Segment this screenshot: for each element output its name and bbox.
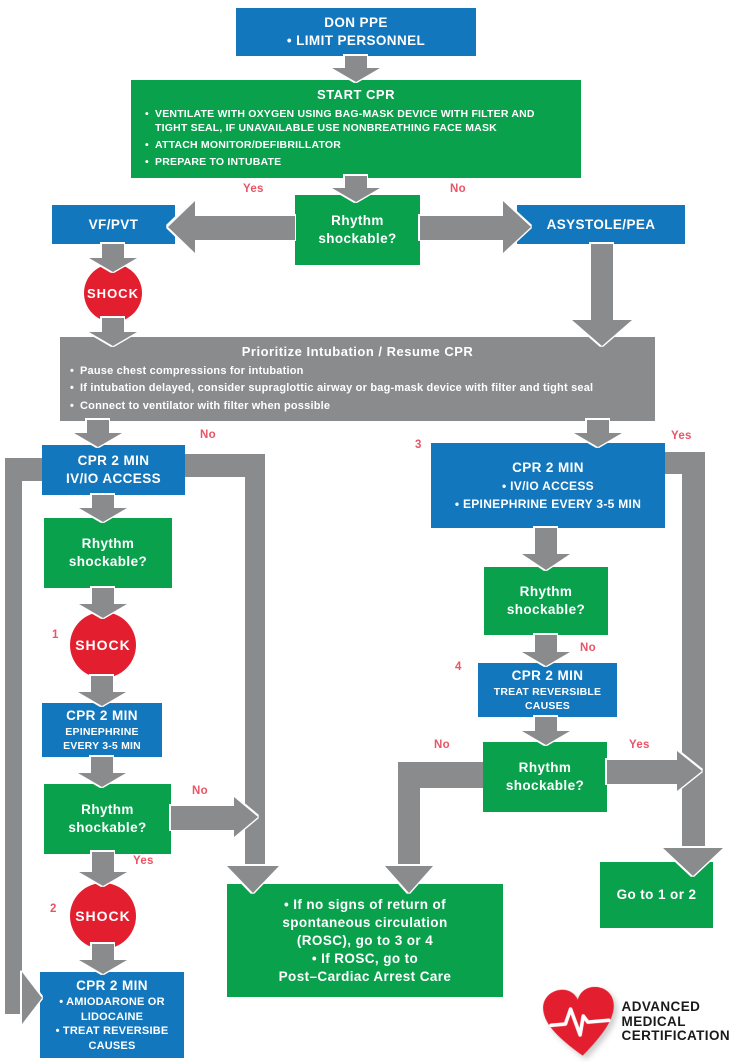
arrow-shaft xyxy=(591,244,613,321)
intubation-title: Prioritize Intubation / Resume CPR xyxy=(241,344,474,359)
heart-ecg-icon xyxy=(535,982,625,1062)
rosc-line-5: Post–Cardiac Arrest Care xyxy=(278,968,452,984)
cpr-iv-io-box xyxy=(42,445,185,495)
no-label: No xyxy=(580,642,596,654)
arrow-shaft xyxy=(535,717,557,732)
shock-label: SHOCK xyxy=(87,285,139,301)
arrow-head xyxy=(677,751,702,791)
start-cpr-title: START CPR xyxy=(317,87,395,102)
arrow-shaft xyxy=(587,420,609,434)
amc-logo xyxy=(538,984,730,1060)
yes-label: Yes xyxy=(671,430,692,442)
arrow-shaft xyxy=(92,852,114,873)
bullet-marker: • xyxy=(70,382,75,394)
flow-connector-left-loop-vertical xyxy=(5,458,22,1014)
goto-label: Go to 1 or 2 xyxy=(616,887,697,902)
bullet-marker: • xyxy=(145,138,149,151)
cpr-epi-line3: EVERY 3-5 MIN xyxy=(63,740,141,752)
intubation-bullet-3: Connect to ventilator with filter when possible xyxy=(80,399,331,412)
step-number-3: 3 xyxy=(415,439,422,451)
arrow-head xyxy=(79,960,127,974)
cpr-amio-bullet2: • TREAT REVERSIBE CAUSES xyxy=(55,1025,169,1052)
arrow-shaft xyxy=(607,760,678,784)
rhythm-shockable-box-left-1 xyxy=(44,518,172,588)
shock-circle-1 xyxy=(70,612,136,678)
rhythm-shockable-box-top xyxy=(295,195,420,265)
don-ppe-box xyxy=(236,8,476,56)
arrow-shaft xyxy=(92,588,114,605)
amc-logo-line3: CERTIFICATION xyxy=(621,1028,730,1044)
cpr-causes-line3: CAUSES xyxy=(525,700,570,712)
cpr-treat-causes-box xyxy=(478,663,617,717)
arrow-shaft xyxy=(194,216,295,240)
arrow-shaft xyxy=(535,635,557,653)
arrow-head xyxy=(89,332,137,346)
arrow-head xyxy=(522,652,570,666)
intubation-bullet-row xyxy=(70,364,645,379)
intubation-bullet-row xyxy=(70,399,645,414)
arrow-head xyxy=(78,773,126,787)
intubation-bullet-1: Pause chest compressions for intubation xyxy=(80,364,304,377)
don-ppe-line1: DON PPE xyxy=(324,15,388,30)
rhythm-shockable-box-left-2 xyxy=(44,784,171,854)
arrow-down-shock-to-intubation xyxy=(89,318,137,346)
amc-logo-text xyxy=(622,1000,730,1044)
vf-pvt-label: VF/PVT xyxy=(88,216,139,232)
arrow-down xyxy=(522,717,570,745)
arrow-shaft xyxy=(420,216,504,240)
arrow-head xyxy=(332,68,380,82)
arrow-down-don-to-startcpr xyxy=(332,56,380,82)
rhythm-line2: shockable? xyxy=(318,231,397,246)
rosc-box xyxy=(227,884,503,997)
arrow-head-into-goto-box xyxy=(663,848,723,876)
arrow-down xyxy=(79,495,127,522)
start-cpr-bullet-1: VENTILATE WITH OXYGEN USING BAG-MASK DEVICE WITH FILTER AND TIGHT SEAL, IF UNAVAILABLE USE NONBREATHING FACE MASK xyxy=(155,107,535,134)
arrow-shaft xyxy=(87,420,109,434)
start-cpr-bullet-row xyxy=(145,138,567,152)
rhythm-line2: shockable? xyxy=(505,778,585,793)
arrow-head-into-rosc-right xyxy=(385,866,433,893)
bullet-marker: • xyxy=(145,155,149,168)
yes-label: Yes xyxy=(243,183,264,195)
arrow-head xyxy=(332,188,380,202)
rhythm-line1: Rhythm xyxy=(519,584,573,599)
rosc-line-3: (ROSC), go to 3 or 4 xyxy=(296,932,434,948)
rhythm-line2: shockable? xyxy=(68,554,148,569)
bullet-marker: • xyxy=(145,107,149,120)
arrow-down-vfpvt-to-shock xyxy=(89,244,137,272)
cpr-amio-line1: CPR 2 MIN xyxy=(76,978,148,993)
cpr-causes-line1: CPR 2 MIN xyxy=(511,668,584,683)
arrow-down-intubation-to-right-branch xyxy=(574,420,622,447)
asystole-pea-label: ASYSTOLE/PEA xyxy=(546,216,656,232)
no-label: No xyxy=(200,429,216,441)
arrow-head xyxy=(522,731,570,745)
asystole-pea-box xyxy=(517,205,685,244)
no-label: No xyxy=(450,183,466,195)
cpr-iv-line1: CPR 2 MIN xyxy=(77,453,150,468)
arrow-head xyxy=(572,320,632,346)
arrow-head xyxy=(168,201,195,253)
rhythm-shockable-box-right-2 xyxy=(483,742,607,812)
rosc-line-2: spontaneous circulation xyxy=(282,914,448,930)
intubation-bullet-row xyxy=(70,381,645,396)
cpr-epi-line1: CPR 2 MIN xyxy=(66,708,138,723)
start-cpr-bullet-2: ATTACH MONITOR/DEFIBRILLATOR xyxy=(155,138,342,151)
cpr-causes-line2: TREAT REVERSIBLE xyxy=(493,686,602,698)
arrow-down-startcpr-to-rhythm xyxy=(332,176,380,202)
arrow-head xyxy=(79,508,127,522)
arrow-head xyxy=(574,433,622,447)
arrow-shaft xyxy=(171,806,235,830)
step-number-1: 1 xyxy=(52,629,59,641)
no-label: No xyxy=(192,785,208,797)
cpr-amio-bullet1: • AMIODARONE OR LIDOCAINE xyxy=(59,996,165,1023)
arrow-down xyxy=(79,588,127,618)
arrow-down xyxy=(79,944,127,974)
arrow-down xyxy=(522,635,570,666)
arrow-head xyxy=(522,554,570,570)
yes-label: Yes xyxy=(133,855,154,867)
rosc-line-4: • If ROSC, go to xyxy=(311,950,419,966)
arrow-down xyxy=(78,757,126,787)
no-label: No xyxy=(434,739,450,751)
cpr-right-line3: • EPINEPHRINE EVERY 3-5 MIN xyxy=(454,496,642,511)
start-cpr-box xyxy=(131,80,581,178)
arrow-head-into-amiodarone-box xyxy=(22,972,42,1024)
shock-circle-initial xyxy=(84,264,142,322)
rosc-line-1: • If no signs of return of xyxy=(283,896,447,912)
bullet-marker: • xyxy=(70,364,75,377)
arrow-right-to-asystole xyxy=(420,201,531,253)
cpr-right-line2: • IV/IO ACCESS xyxy=(502,478,594,493)
prioritize-intubation-box xyxy=(60,337,655,421)
vf-pvt-box xyxy=(52,205,175,244)
rhythm-line1: Rhythm xyxy=(81,536,135,551)
arrow-shaft xyxy=(102,244,124,259)
cpr-iv-epinephrine-box-right xyxy=(431,443,665,528)
arrow-right-yes-right-branch xyxy=(607,751,702,792)
arrow-left-to-vfpvt xyxy=(168,201,295,253)
arrow-shaft xyxy=(535,528,557,555)
rhythm-line1: Rhythm xyxy=(518,760,572,775)
arrow-shaft xyxy=(92,944,114,961)
cpr-iv-line2: IV/IO ACCESS xyxy=(65,471,162,486)
arrow-down xyxy=(79,852,127,886)
flow-connector-no-horizontal-right xyxy=(420,762,483,788)
start-cpr-bullet-row xyxy=(145,155,567,169)
arrow-shaft xyxy=(91,757,113,774)
amc-logo-line1: ADVANCED xyxy=(621,999,701,1015)
arrow-head xyxy=(503,201,531,253)
flow-connector-no-vertical-right xyxy=(398,762,420,868)
arrow-shaft xyxy=(91,676,113,693)
arrow-head xyxy=(79,872,127,886)
arrow-down-asystole-to-intubation xyxy=(572,244,633,346)
shock-circle-2 xyxy=(70,883,136,949)
arrow-head-into-rosc-left xyxy=(227,866,279,893)
arrow-shaft xyxy=(102,318,124,333)
start-cpr-bullet-3: PREPARE TO INTUBATE xyxy=(155,155,282,168)
cpr-amiodarone-box xyxy=(40,972,184,1058)
arrow-down xyxy=(78,676,126,706)
yes-label: Yes xyxy=(629,739,650,751)
arrow-down-intubation-to-left-branch xyxy=(74,420,122,447)
arrow-head xyxy=(74,433,122,447)
intubation-bullet-2: If intubation delayed, consider supraglottic airway or bag-mask device with filter and tight seal xyxy=(80,382,594,394)
start-cpr-bullet-row xyxy=(145,107,567,135)
shock-label: SHOCK xyxy=(75,637,131,653)
shock-label: SHOCK xyxy=(75,908,131,924)
step-number-4: 4 xyxy=(455,661,462,673)
amc-logo-line2: MEDICAL xyxy=(621,1013,686,1029)
arrow-shaft xyxy=(92,495,114,509)
rhythm-shockable-box-right-1 xyxy=(484,567,608,635)
rhythm-line2: shockable? xyxy=(506,602,586,617)
rhythm-line1: Rhythm xyxy=(81,802,134,817)
bullet-marker: • xyxy=(70,399,75,412)
rhythm-line2: shockable? xyxy=(68,820,147,835)
arrow-head xyxy=(234,797,258,837)
arrow-down xyxy=(522,528,570,570)
don-ppe-line2: • LIMIT PERSONNEL xyxy=(286,33,426,48)
step-number-2: 2 xyxy=(50,903,57,915)
rhythm-line1: Rhythm xyxy=(331,213,384,228)
arrow-head xyxy=(79,604,127,618)
cpr-epi-line2: EPINEPHRINE xyxy=(65,726,139,738)
arrow-head xyxy=(78,692,126,706)
cpr-right-line1: CPR 2 MIN xyxy=(512,459,584,475)
cpr-epinephrine-box-left xyxy=(42,703,162,757)
arrow-head xyxy=(89,258,137,272)
arrow-right-no-left-branch xyxy=(171,797,258,838)
